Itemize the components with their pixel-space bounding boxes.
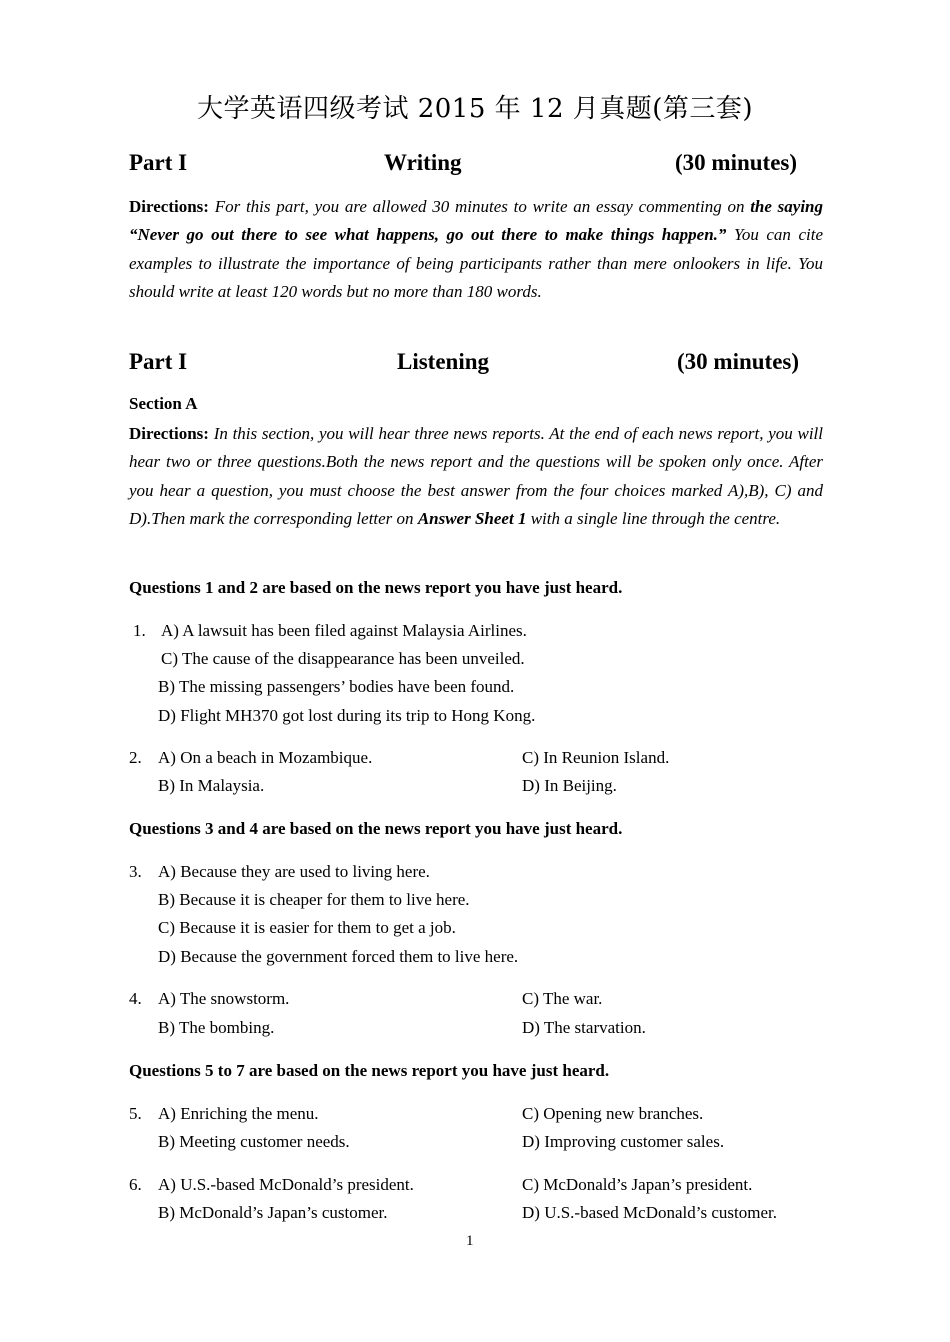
q4-option-d: D) The starvation.	[522, 1018, 646, 1037]
part1-name: Writing	[384, 150, 462, 175]
question-group-heading: Questions 3 and 4 are based on the news report you have just heard.	[129, 819, 623, 838]
q5-option-a: A) Enriching the menu.	[158, 1104, 319, 1123]
q3-option-d: D) Because the government forced them to live here.	[158, 947, 519, 966]
q6-option-d: D) U.S.-based McDonald’s customer.	[522, 1203, 777, 1222]
q1-option-a: A) A lawsuit has been filed against Malaysia Airlines.	[161, 621, 527, 640]
writing-directions	[129, 193, 823, 306]
page-number: 1	[466, 1233, 474, 1249]
q2-option-b: B) In Malaysia.	[158, 776, 265, 795]
q5-option-d: D) Improving customer sales.	[522, 1132, 725, 1151]
question-number: 3.	[129, 862, 142, 881]
question-number: 6.	[129, 1175, 142, 1194]
q2-option-a: A) On a beach in Mozambique.	[158, 748, 373, 767]
question-number: 2.	[129, 748, 142, 767]
q5-option-c: C) Opening new branches.	[522, 1104, 704, 1123]
page-title: 大学英语四级考试 2015 年 12 月真题(第三套)	[196, 94, 754, 124]
answer-sheet-ref: Answer Sheet 1	[417, 508, 527, 528]
question-number: 1.	[133, 621, 146, 640]
q3-option-a: A) Because they are used to living here.	[158, 862, 430, 881]
question-group-heading: Questions 1 and 2 are based on the news report you have just heard.	[129, 578, 623, 597]
directions-label: Directions:	[129, 424, 209, 443]
q2-option-d: D) In Beijing.	[522, 776, 617, 795]
q3-option-c: C) Because it is easier for them to get a job.	[158, 918, 456, 937]
question-number: 5.	[129, 1104, 142, 1123]
q1-option-c: C) The cause of the disappearance has been unveiled.	[161, 649, 525, 668]
q5-option-b: B) Meeting customer needs.	[158, 1132, 350, 1151]
q6-option-a: A) U.S.-based McDonald’s president.	[158, 1175, 414, 1194]
question-number: 4.	[129, 989, 142, 1008]
q6-option-c: C) McDonald’s Japan’s president.	[522, 1175, 753, 1194]
q6-option-b: B) McDonald’s Japan’s customer.	[158, 1203, 388, 1222]
q4-option-c: C) The war.	[522, 989, 603, 1008]
part2-label: Part I	[129, 349, 188, 374]
section-a-heading: Section A	[129, 394, 198, 413]
q3-option-b: B) Because it is cheaper for them to live here.	[158, 890, 470, 909]
part1-time: (30 minutes)	[675, 150, 798, 175]
q4-option-a: A) The snowstorm.	[158, 989, 290, 1008]
q4-option-b: B) The bombing.	[158, 1018, 275, 1037]
directions-text-1: For this part, you are allowed 30 minutes to write an essay commenting on	[214, 197, 745, 216]
part2-time: (30 minutes)	[677, 349, 800, 374]
directions-text-2: with a single line through the centre.	[530, 508, 781, 528]
q1-option-d: D) Flight MH370 got lost during its trip to Hong Kong.	[158, 706, 536, 725]
directions-text-2: You can cite examples to illustrate the importance of being participants rather than mere onlookers in life. You should write at least 120 words but no more than 180 words.	[129, 225, 823, 301]
directions-text-1: In this section, you will hear three news reports. At the end of each news report, you will hear two or three questions.Both the news report and the questions will be spoken only once. After you hear a question, you must choose the best answer from the four choices marked A),B), C) and D).Then mark the corresponding letter on	[129, 424, 823, 528]
q2-option-c: C) In Reunion Island.	[522, 748, 670, 767]
listening-directions	[129, 420, 823, 533]
q1-option-b: B) The missing passengers’ bodies have been found.	[158, 677, 515, 696]
directions-quote: the saying “Never go out there to see what happens, go out there to make things happen.”	[129, 197, 824, 245]
directions-label: Directions:	[129, 197, 209, 216]
part1-label: Part I	[129, 150, 188, 175]
part2-name: Listening	[397, 349, 490, 374]
question-group-heading: Questions 5 to 7 are based on the news report you have just heard.	[129, 1061, 610, 1080]
